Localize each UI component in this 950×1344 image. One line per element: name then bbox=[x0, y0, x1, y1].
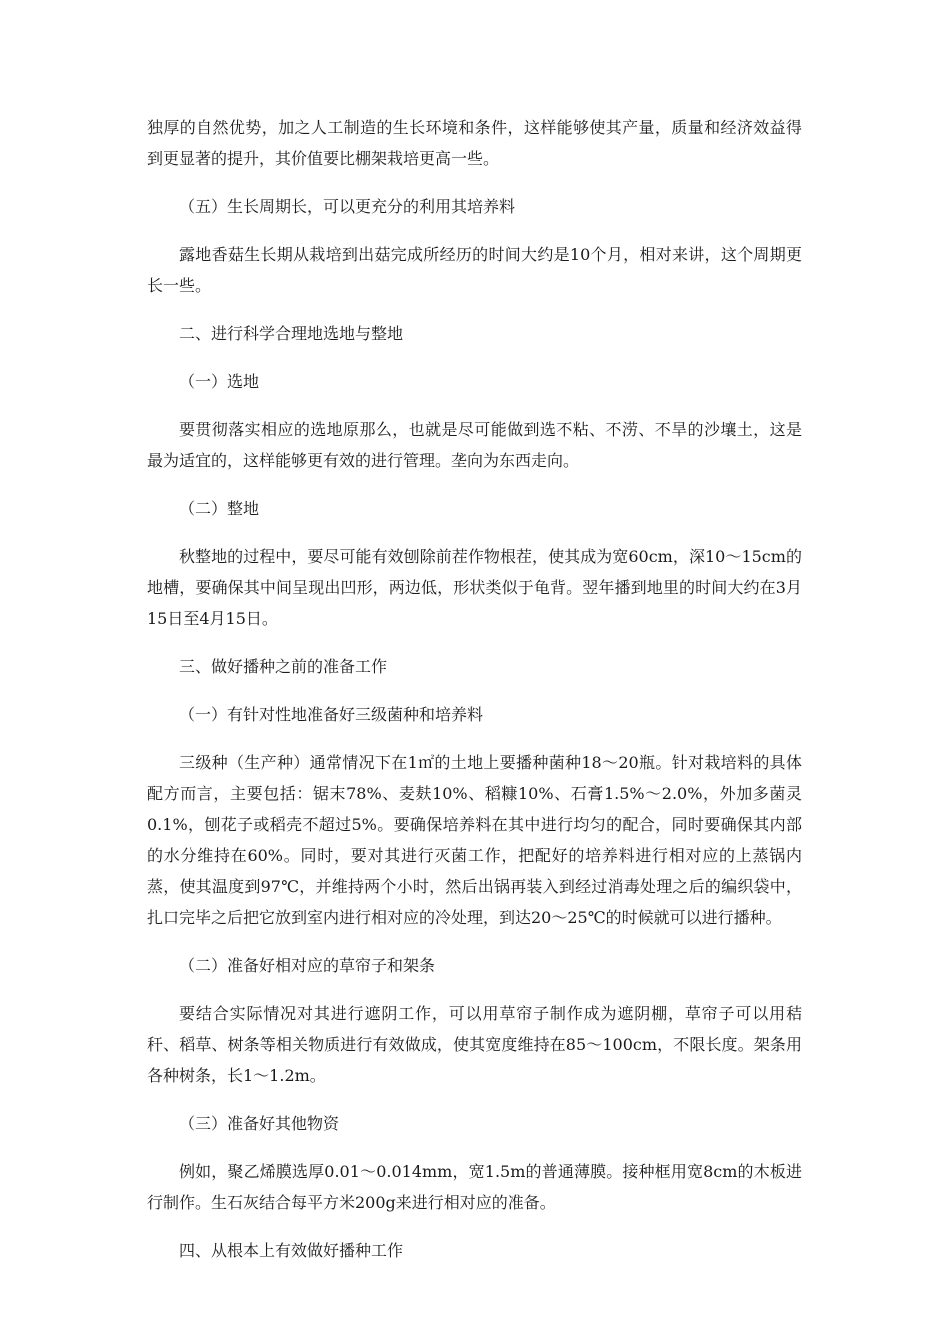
paragraph-2: 露地香菇生长期从栽培到出菇完成所经历的时间大约是10个月，相对来讲，这个周期更长一些。 bbox=[147, 245, 802, 295]
paragraph-7: 例如，聚乙烯膜选厚0.01～0.014mm，宽1.5m的普通薄膜。接种框用宽8cm的木板进行制作。生石灰结合每平方米200g来进行相对应的准备。 bbox=[147, 1162, 802, 1212]
heading-select-land: （一）选地 bbox=[179, 372, 260, 391]
heading-sowing: 四、从根本上有效做好播种工作 bbox=[179, 1241, 404, 1260]
paragraph-5: 三级种（生产种）通常情况下在1㎡的土地上要播种菌种18～20瓶。针对栽培料的具体配方而言，主要包括：锯末78%、麦麸10%、稻糠10%、石膏1.5%～2.0%，外加多菌灵0.1%，刨花子或稻壳不超过5%。要确保培养料在其中进行均匀的配合，同时要确保其内部的水分维持在60%。同时，要对其进行灭菌工作，把配好的培养料进行相对应的上蒸锅内蒸，使其温度到97℃，并维持两个小时，然后出锅再装入到经过消毒处理之后的编织袋中，扎口完毕之后把它放到室内进行相对应的冷处理，到达20～25℃的时候就可以进行播种。 bbox=[147, 753, 802, 927]
heading-land-prep: （二）整地 bbox=[179, 499, 260, 518]
heading-growth-cycle: （五）生长周期长，可以更充分的利用其培养料 bbox=[179, 197, 516, 216]
heading-preparation: 三、做好播种之前的准备工作 bbox=[179, 657, 388, 676]
heading-other-materials: （三）准备好其他物资 bbox=[179, 1114, 340, 1133]
paragraph-3: 要贯彻落实相应的选地原那么，也就是尽可能做到选不粘、不涝、不旱的沙壤土，这是最为适宜的，这样能够更有效的进行管理。垄向为东西走向。 bbox=[147, 420, 802, 470]
paragraph-6: 要结合实际情况对其进行遮阴工作，可以用草帘子制作成为遮阴棚，草帘子可以用秸秆、稻草、树条等相关物质进行有效做成，使其宽度维持在85～100cm，不限长度。架条用各种树条，长1～1.2m。 bbox=[147, 1004, 802, 1085]
paragraph-1: 独厚的自然优势，加之人工制造的生长环境和条件，这样能够使其产量，质量和经济效益得到更显著的提升，其价值要比棚架栽培更高一些。 bbox=[147, 118, 802, 168]
heading-site-selection: 二、进行科学合理地选地与整地 bbox=[179, 324, 404, 343]
paragraph-4: 秋整地的过程中，要尽可能有效刨除前茬作物根茬，使其成为宽60cm，深10～15cm的地槽，要确保其中间呈现出凹形，两边低，形状类似于龟背。翌年播到地里的时间大约在3月15日至4月15日。 bbox=[147, 547, 802, 628]
heading-straw-curtains: （二）准备好相对应的草帘子和架条 bbox=[179, 956, 436, 975]
heading-spawn-substrate: （一）有针对性地准备好三级菌种和培养料 bbox=[179, 705, 484, 724]
